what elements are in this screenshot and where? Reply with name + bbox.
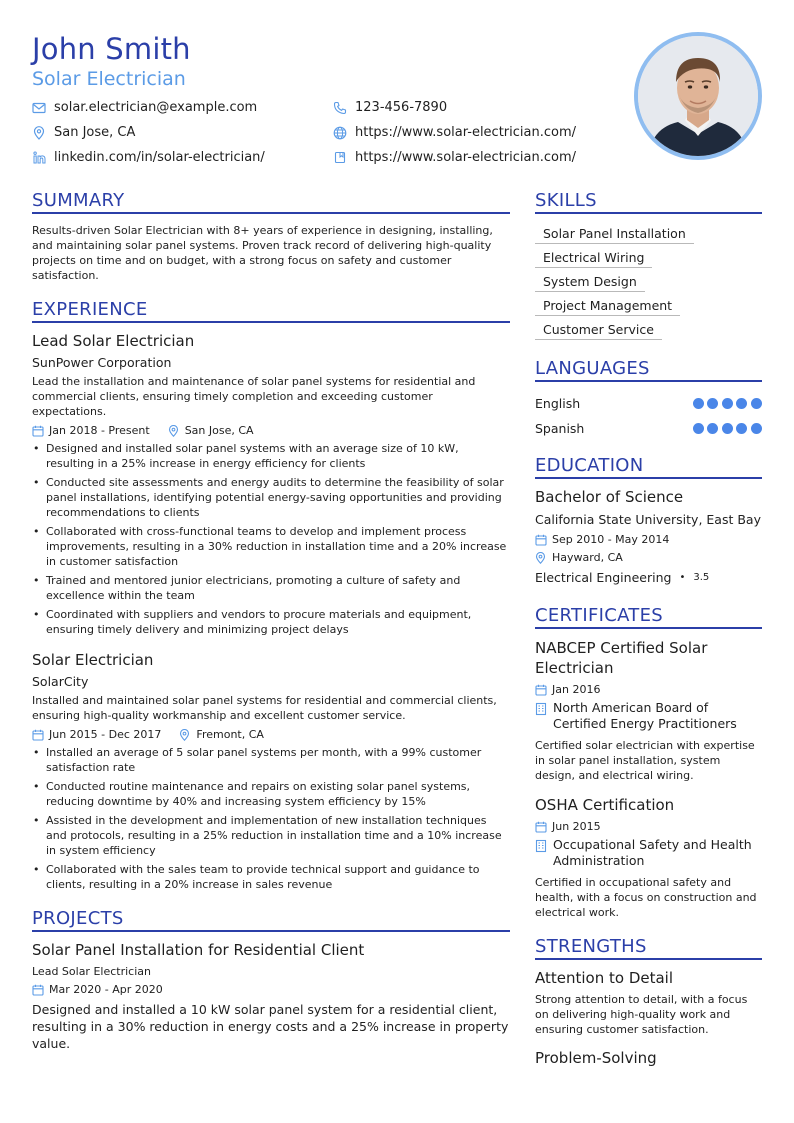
certificate-issuer-text: North American Board of Certified Energy Practitioners (553, 700, 737, 731)
contact-phone[interactable] (333, 100, 447, 115)
job-location (179, 728, 264, 741)
candidate-role: Solar Electrician (32, 68, 186, 90)
list-item: • Conducted routine maintenance and repairs on existing solar panel systems, reducing downtime by 40% and increasing system efficiency by 15% (32, 779, 510, 809)
certificate-date-item (535, 683, 600, 696)
level-dot (707, 398, 718, 409)
certificate-name: OSHA Certification (535, 796, 675, 814)
project-role: Lead Solar Electrician (32, 965, 151, 978)
education-location-text: Hayward, CA (552, 551, 623, 564)
education-gpa: 3.5 (693, 572, 710, 583)
separator-dot: • (679, 572, 686, 583)
languages-heading: LANGUAGES (535, 358, 762, 382)
skills-section (535, 190, 762, 340)
certificates-section (535, 605, 762, 920)
certificate-issuer (535, 837, 762, 869)
contact-email[interactable] (32, 100, 257, 115)
list-item: • Trained and mentored junior electricians, promoting a culture of safety and excellence within the team (32, 573, 510, 603)
skill-tag: Customer Service (535, 319, 662, 340)
project-title: Solar Panel Installation for Residential Client (32, 941, 365, 959)
contact-website-text: https://www.solar-electrician.com/ (355, 125, 576, 140)
calendar-icon (32, 984, 44, 996)
summary-heading: SUMMARY (32, 190, 510, 214)
language-row (535, 416, 762, 441)
certificate-date-text: Jan 2016 (552, 683, 601, 696)
contact-portfolio[interactable] (333, 150, 576, 165)
skill-tag: Project Management (535, 295, 680, 316)
education-section (535, 455, 762, 585)
job-entry (32, 332, 510, 637)
certificate-date-text: Jun 2015 (552, 820, 601, 833)
right-column (535, 190, 762, 1067)
education-field-row (535, 570, 762, 585)
job-description: Installed and maintained solar panel systems for residential and commercial clients, ensuring high-quality workmanship and excellent customer service. (32, 694, 497, 722)
education-dates (535, 533, 762, 546)
contact-location-text: San Jose, CA (54, 125, 136, 140)
job-dates-text: Jun 2015 - Dec 2017 (49, 728, 162, 741)
language-level-dots (689, 423, 762, 434)
profile-photo (634, 32, 762, 160)
level-dot (722, 398, 733, 409)
portrait-illustration (638, 36, 758, 156)
certificate-date-item (535, 820, 601, 833)
contact-website[interactable] (333, 125, 576, 140)
level-dot (736, 398, 747, 409)
level-dot (693, 423, 704, 434)
skill-tag: Solar Panel Installation (535, 223, 694, 244)
job-meta (32, 424, 510, 437)
list-item: • Installed an average of 5 solar panel systems per month, with a 99% customer satisfaction rate (32, 745, 510, 775)
job-dates (32, 424, 150, 437)
list-item: • Assisted in the development and implementation of new installation techniques and protocols, resulting in a 25% reduction in installation time and a 10% increase in system efficiency (32, 813, 510, 858)
certificate-date (535, 820, 762, 833)
linkedin-icon (32, 151, 46, 165)
project-dates (32, 983, 163, 996)
calendar-icon (32, 729, 44, 741)
map-pin-icon (535, 552, 547, 564)
education-degree: Bachelor of Science (535, 488, 684, 506)
project-dates-text: Mar 2020 - Apr 2020 (49, 983, 163, 996)
summary-text: Results-driven Solar Electrician with 8+ years of experience in designing, installing, and maintaining solar panel systems. Proven track record of delivering high-quality projects on time and on budget, with a strong focus on safety and customer satisfaction. (32, 224, 493, 282)
strengths-heading: STRENGTHS (535, 936, 762, 960)
education-field: Electrical Engineering (535, 570, 672, 585)
strength-name: Problem-Solving (535, 1049, 657, 1067)
job-description: Lead the installation and maintenance of solar panel systems for residential and commercial clients, ensuring timely completion and exceeding customer expectations. (32, 375, 476, 418)
level-dot (736, 423, 747, 434)
level-dot (707, 423, 718, 434)
certificate-issuer-text: Occupational Safety and Health Administration (553, 837, 752, 868)
level-dot (751, 423, 762, 434)
level-dot (751, 398, 762, 409)
project-description: Designed and installed a 10 kW solar panel system for a residential client, resulting in a 30% reduction in energy costs and a 25% increase in property value. (32, 1002, 509, 1051)
phone-icon (333, 101, 347, 115)
calendar-icon (535, 684, 547, 696)
level-dot (693, 398, 704, 409)
certificate-date (535, 683, 762, 696)
strength-name: Attention to Detail (535, 969, 674, 987)
left-column (32, 190, 510, 1052)
job-bullets (32, 745, 510, 892)
job-location (168, 424, 254, 437)
calendar-icon (535, 534, 547, 546)
contact-linkedin[interactable] (32, 150, 265, 165)
globe-icon (333, 126, 347, 140)
education-school: California State University, East Bay (535, 512, 761, 527)
education-location (535, 551, 762, 564)
language-name: English (535, 396, 581, 411)
education-location-item (535, 551, 623, 564)
list-item: • Coordinated with suppliers and vendors to procure materials and equipment, ensuring timely delivery and minimizing project delays (32, 607, 510, 637)
language-name: Spanish (535, 421, 585, 436)
skill-tag: Electrical Wiring (535, 247, 652, 268)
map-pin-icon (32, 126, 46, 140)
experience-heading: EXPERIENCE (32, 299, 510, 323)
contact-location (32, 125, 135, 140)
candidate-name: John Smith (32, 32, 191, 66)
job-title: Solar Electrician (32, 651, 154, 669)
strength-description: Strong attention to detail, with a focus on delivering high-quality work and ensuring customer satisfaction. (535, 993, 748, 1036)
language-level-dots (689, 398, 762, 409)
building-icon (535, 839, 547, 853)
map-pin-icon (179, 729, 191, 741)
certificate-description: Certified in occupational safety and health, with a focus on construction and electrical work. (535, 876, 757, 919)
resume-header (32, 30, 762, 170)
list-item: • Conducted site assessments and energy audits to determine the feasibility of solar panel installations, identifying potential energy-saving opportunities and providing recommendations to clients (32, 475, 510, 520)
job-location-text: Fremont, CA (196, 728, 264, 741)
list-item: • Collaborated with cross-functional teams to develop and implement process improvements, resulting in a 30% reduction in installation time and a 20% increase in customer satisfaction (32, 524, 510, 569)
job-bullets (32, 441, 510, 637)
project-meta (32, 983, 510, 996)
languages-section (535, 358, 762, 441)
language-row (535, 391, 762, 416)
strengths-section (535, 936, 762, 1067)
certificate-description: Certified solar electrician with expertise in solar panel installation, system design, and electrical wiring. (535, 739, 755, 782)
job-title: Lead Solar Electrician (32, 332, 195, 350)
education-dates-text: Sep 2010 - May 2014 (552, 533, 670, 546)
calendar-icon (535, 821, 547, 833)
job-dates-text: Jan 2018 - Present (49, 424, 150, 437)
building-icon (535, 702, 547, 716)
map-pin-icon (168, 425, 180, 437)
certificate-issuer (535, 700, 762, 732)
job-dates (32, 728, 161, 741)
summary-section (32, 190, 510, 283)
contact-email-text: solar.electrician@example.com (54, 100, 258, 115)
experience-section (32, 299, 510, 892)
projects-heading: PROJECTS (32, 908, 510, 932)
contact-linkedin-text: linkedin.com/in/solar-electrician/ (54, 150, 265, 165)
job-location-text: San Jose, CA (184, 424, 254, 437)
list-item: • Designed and installed solar panel systems with an average size of 10 kW, resulting in a 25% increase in energy efficiency for clients (32, 441, 510, 471)
list-item: • Collaborated with the sales team to provide technical support and guidance to clients, resulting in a 20% increase in sales revenue (32, 862, 510, 892)
skill-tag: System Design (535, 271, 645, 292)
envelope-icon (32, 101, 46, 115)
education-dates-item (535, 533, 669, 546)
level-dot (722, 423, 733, 434)
contact-portfolio-text: https://www.solar-electrician.com/ (355, 150, 576, 165)
certificates-heading: CERTIFICATES (535, 605, 762, 629)
education-heading: EDUCATION (535, 455, 762, 479)
skills-heading: SKILLS (535, 190, 762, 214)
projects-section (32, 908, 510, 1052)
bookmark-icon (333, 151, 347, 165)
calendar-icon (32, 425, 44, 437)
job-company: SunPower Corporation (32, 355, 172, 370)
certificate-name: NABCEP Certified Solar Electrician (535, 639, 708, 677)
job-meta (32, 728, 510, 741)
job-company: SolarCity (32, 674, 89, 689)
contact-phone-text: 123-456-7890 (355, 100, 448, 115)
job-entry (32, 651, 510, 892)
